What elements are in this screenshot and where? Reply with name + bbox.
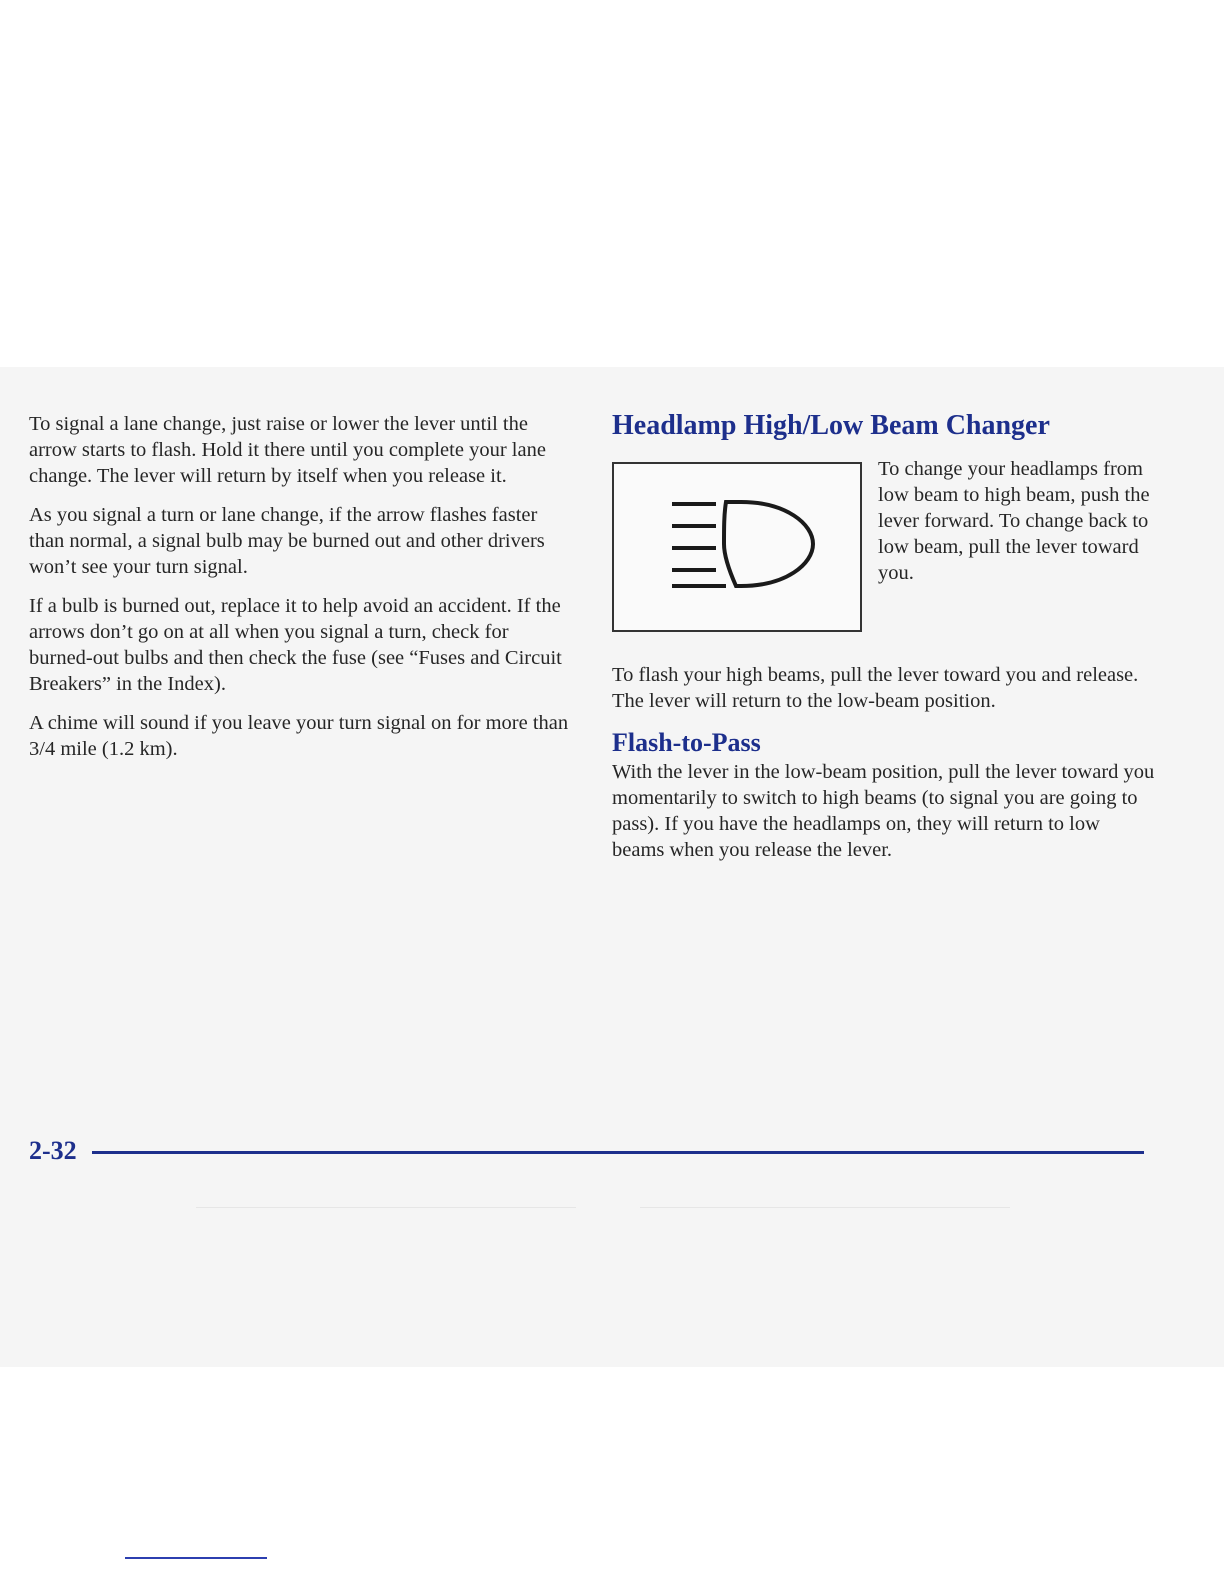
headlamp-figure bbox=[612, 462, 862, 632]
footer-rule bbox=[92, 1151, 1144, 1154]
figure-caption-text: To change your headlamps from low beam to high beam, push the lever forward. To change back to low beam, pull the lever toward you. bbox=[878, 458, 1150, 584]
beam-changer-heading: Headlamp High/Low Beam Changer bbox=[612, 410, 1050, 441]
flash-to-pass-paragraph: With the lever in the low-beam position, pull the lever toward you momentarily to switch to high beams (to signal you are going to pass). If you have the headlamps on, they will return to low beams when you release the lever. bbox=[612, 761, 1155, 861]
flash-high-beams-paragraph: To flash your high beams, pull the lever toward you and release. The lever will return to the low-beam position. bbox=[612, 664, 1139, 712]
right-column bbox=[612, 408, 1157, 876]
faint-divider-right bbox=[640, 1207, 1010, 1208]
flash-to-pass-heading: Flash-to-Pass bbox=[612, 728, 761, 757]
page-number: 2-32 bbox=[29, 1136, 77, 1165]
fast-flash-paragraph: As you signal a turn or lane change, if the arrow flashes faster than normal, a signal bulb may be burned out and other drivers won’t see your turn signal. bbox=[29, 504, 545, 578]
headlamp-figure-row bbox=[612, 458, 1157, 662]
burned-bulb-paragraph: If a bulb is burned out, replace it to help avoid an accident. If the arrows don’t go on at all when you signal a turn, check for burned-out bulbs and then check the fuse (see “Fuses and Circuit Breakers” in the Index). bbox=[29, 595, 562, 695]
faint-divider-left bbox=[196, 1207, 576, 1208]
bottom-link-underline bbox=[125, 1557, 267, 1559]
left-column bbox=[29, 411, 574, 775]
lane-change-paragraph: To signal a lane change, just raise or lower the lever until the arrow starts to flash. Hold it there until you complete your lane change. The lever will return by itself when you release it. bbox=[29, 413, 546, 487]
high-beam-icon bbox=[614, 464, 860, 630]
chime-paragraph: A chime will sound if you leave your turn signal on for more than 3/4 mile (1.2 km). bbox=[29, 712, 569, 760]
